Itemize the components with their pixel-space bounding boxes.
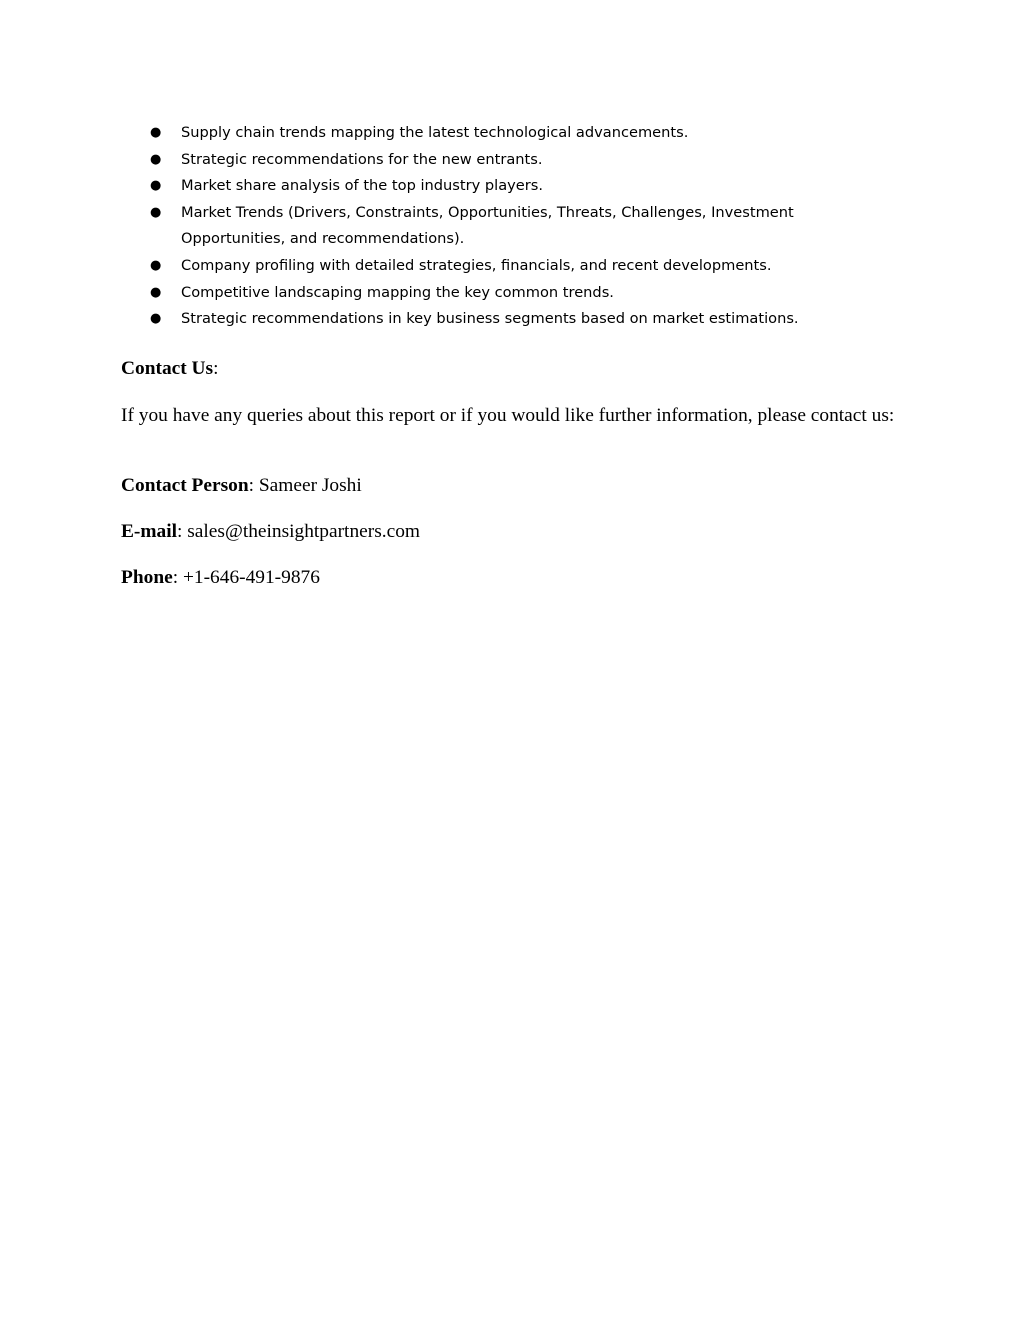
contact-person-value: Sameer Joshi bbox=[258, 475, 362, 496]
bullet-icon bbox=[150, 253, 160, 280]
list-item-text: Strategic recommendations in key business segments based on market estimations. bbox=[181, 310, 799, 328]
bullet-icon bbox=[150, 173, 160, 200]
feature-bullet-list bbox=[150, 120, 870, 333]
contact-email-line: E-mail: sales@theinsightpartners.com bbox=[121, 521, 420, 542]
contact-phone-label: Phone bbox=[121, 567, 173, 588]
bullet-icon bbox=[150, 147, 160, 174]
list-item bbox=[150, 253, 870, 280]
list-item-text: Competitive landscaping mapping the key common trends. bbox=[181, 283, 614, 301]
list-item bbox=[150, 147, 870, 174]
bullet-icon bbox=[150, 306, 160, 333]
contact-phone-value: +1-646-491-9876 bbox=[182, 567, 320, 588]
contact-heading-label: Contact Us bbox=[121, 358, 214, 379]
contact-email-label: E-mail bbox=[121, 521, 178, 542]
list-item-text: Strategic recommendations for the new entrants. bbox=[181, 150, 543, 168]
contact-email-value: sales@theinsightpartners.com bbox=[187, 521, 420, 542]
bullet-icon bbox=[150, 200, 160, 227]
list-item-text: Market share analysis of the top industry players. bbox=[181, 177, 544, 195]
contact-phone-line: Phone: +1-646-491-9876 bbox=[121, 567, 320, 588]
list-item bbox=[150, 200, 870, 253]
list-item-text: Supply chain trends mapping the latest technological advancements. bbox=[181, 124, 689, 141]
list-item bbox=[150, 120, 870, 147]
list-item bbox=[150, 280, 870, 307]
bullet-icon bbox=[150, 120, 160, 147]
list-item-text: Market Trends (Drivers, Constraints, Opportunities, Threats, Challenges, Investment Opportunities, and recommendations). bbox=[181, 203, 794, 248]
contact-intro-text: If you have any queries about this report or if you would like further information, please contact us: bbox=[121, 405, 895, 426]
list-item bbox=[150, 173, 870, 200]
contact-person-label: Contact Person bbox=[121, 475, 249, 496]
list-item-text: Company profiling with detailed strategies, financials, and recent developments. bbox=[181, 256, 772, 274]
list-item bbox=[150, 306, 870, 333]
bullet-icon bbox=[150, 280, 160, 307]
contact-person-line: Contact Person: Sameer Joshi bbox=[121, 475, 362, 496]
contact-heading: Contact Us: bbox=[121, 358, 219, 379]
